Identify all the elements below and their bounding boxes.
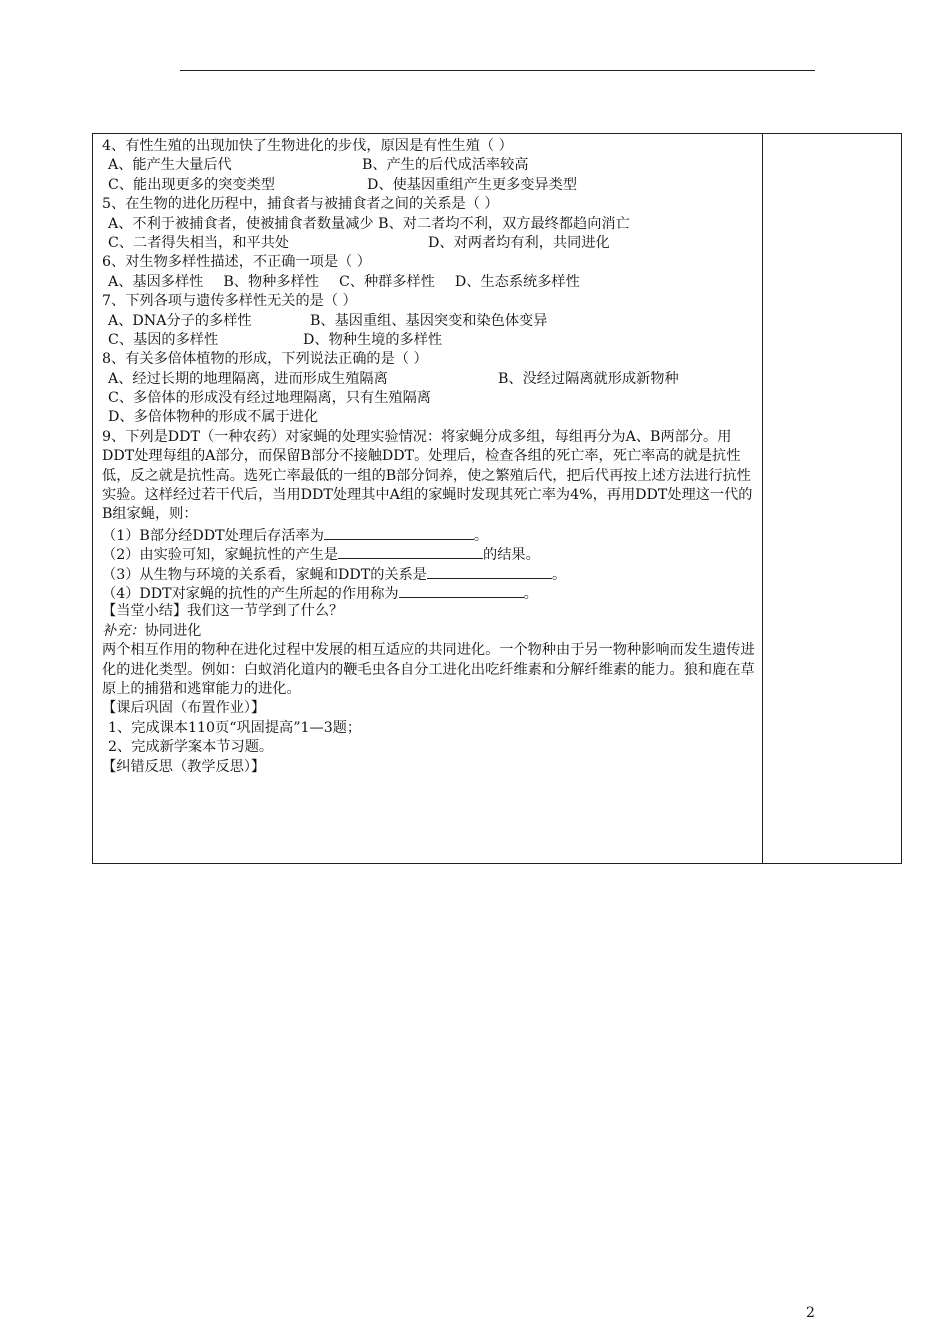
q9-sub3 [102, 564, 758, 583]
q9-sub3-blank[interactable] [427, 564, 552, 579]
q5-option-d: D、对两者均有利，共同进化 [428, 234, 610, 251]
q8-option-c: C、多倍体的形成没有经过地理隔离，只有生殖隔离 [108, 390, 431, 407]
q8-options-row1 [102, 370, 758, 389]
q4-option-c: C、能出现更多的突变类型 [108, 176, 275, 193]
q9-stem: 9、下列是DDT（一种农药）对家蝇的处理实验情况：将家蝇分成多组，每组再分为A、B两部分。用DDT处理每组的A部分，而保留B部分不接触DDT。处理后，检查各组的死亡率，死亡率高的就是抗性低，反之就是抗性高。选死亡率最低的一组的B部分饲养，使之繁殖后代，把后代再按上述方法进行抗性实验。这样经过若干代后，当用DDT处理其中A组的家蝇时发现其死亡率为4%，再用DDT处理这一代的B组家蝇，则： [102, 428, 753, 523]
q9-sub2 [102, 544, 758, 563]
q7-option-c: C、基因的多样性 [108, 331, 219, 348]
q9-sub1 [102, 525, 758, 544]
q9-sub1-end: 。 [473, 527, 489, 544]
q5-option-c: C、二者得失相当，和平共处 [108, 234, 290, 251]
q8-option-b: B、没经过隔离就形成新物种 [498, 370, 679, 387]
q9-sub1-text: （1）B部分经DDT处理后存活率为 [102, 527, 324, 544]
q9-sub4-blank[interactable] [399, 583, 524, 598]
supplement-label: 补充： [102, 622, 145, 639]
q8-stem: 8、有关多倍体植物的形成，下列说法正确的是（ ） [102, 351, 428, 368]
q9-sub4-text: （4）DDT对家蝇的抗性的产生所起的作用称为 [102, 586, 399, 603]
q4-option-d: D、使基因重组产生更多变异类型 [367, 176, 578, 193]
homework-item-2: 2、完成新学案本节习题。 [108, 739, 274, 756]
q6-options [102, 273, 758, 292]
q7-option-d: D、物种生境的多样性 [303, 331, 443, 348]
homework-item-1: 1、完成课本110页“巩固提高”1—3题； [108, 719, 362, 736]
q7-stem: 7、下列各项与遗传多样性无关的是（ ） [102, 293, 357, 310]
q9-sub4-end: 。 [523, 586, 538, 603]
q6-option-d: D、生态系统多样性 [454, 273, 580, 290]
q5-options-row1 [102, 215, 758, 234]
page-number: 2 [806, 1305, 815, 1321]
q4-option-a: A、能产生大量后代 [108, 157, 232, 174]
coevolution-paragraph: 两个相互作用的物种在进化过程中发展的相互适应的共同进化。一个物种由于另一物种影响而发生遗传进化的进化类型。例如：白蚁消化道内的鞭毛虫各自分工进化出吃纤维素和分解纤维素的能力。狼和鹿在草原上的捕猎和逃窜能力的进化。 [102, 642, 755, 698]
q5-option-b: B、对二者均不利，双方最终都趋向消亡 [378, 215, 630, 232]
q9-sub4 [102, 583, 758, 602]
reflection-heading: 【纠错反思（教学反思）】 [102, 758, 266, 775]
summary-heading: 【当堂小结】我们这一节学到了什么？ [102, 603, 344, 620]
q9-sub1-blank[interactable] [324, 525, 474, 540]
q8-option-a: A、经过长期的地理隔离，进而形成生殖隔离 [108, 370, 388, 387]
q6-option-a: A、基因多样性 [108, 273, 204, 290]
q4-options-row1 [102, 156, 758, 175]
worksheet-content [102, 137, 758, 777]
q7-options-row2 [102, 331, 758, 350]
homework-heading: 【课后巩固（布置作业）】 [102, 700, 266, 717]
q5-options-row2 [102, 234, 758, 253]
q9-sub2-text: （2）由实验可知，家蝇抗性的产生是 [102, 547, 339, 564]
q6-stem: 6、对生物多样性描述，不正确一项是（ ） [102, 254, 371, 271]
q7-option-a: A、DNA分子的多样性 [108, 312, 252, 329]
q9-sub3-end: 。 [552, 566, 567, 583]
q4-options-row2 [102, 176, 758, 195]
table-column-divider [762, 133, 763, 864]
q6-option-c: C、种群多样性 [338, 273, 435, 290]
q6-option-b: B、物种多样性 [223, 273, 319, 290]
q4-stem: 4、有性生殖的出现加快了生物进化的步伐，原因是有性生殖（ ） [102, 138, 513, 154]
q4-option-b: B、产生的后代成活率较高 [362, 157, 529, 174]
supplement-title: 协同进化 [144, 622, 202, 639]
q9-sub2-blank[interactable] [338, 544, 483, 559]
q7-option-b: B、基因重组、基因突变和染色体变异 [310, 312, 548, 329]
header-rule [180, 70, 815, 71]
q5-stem: 5、在生物的进化历程中，捕食者与被捕食者之间的关系是（ ） [102, 196, 499, 213]
q9-sub2-end: 的结果。 [483, 547, 540, 564]
q5-option-a: A、不利于被捕食者，使被捕食者数量减少 [108, 215, 374, 232]
q8-option-d: D、多倍体物种的形成不属于进化 [108, 409, 319, 426]
q9-sub3-text: （3）从生物与环境的关系看，家蝇和DDT的关系是 [102, 566, 427, 583]
q7-options-row1 [102, 312, 758, 331]
supplement-line [102, 622, 758, 641]
